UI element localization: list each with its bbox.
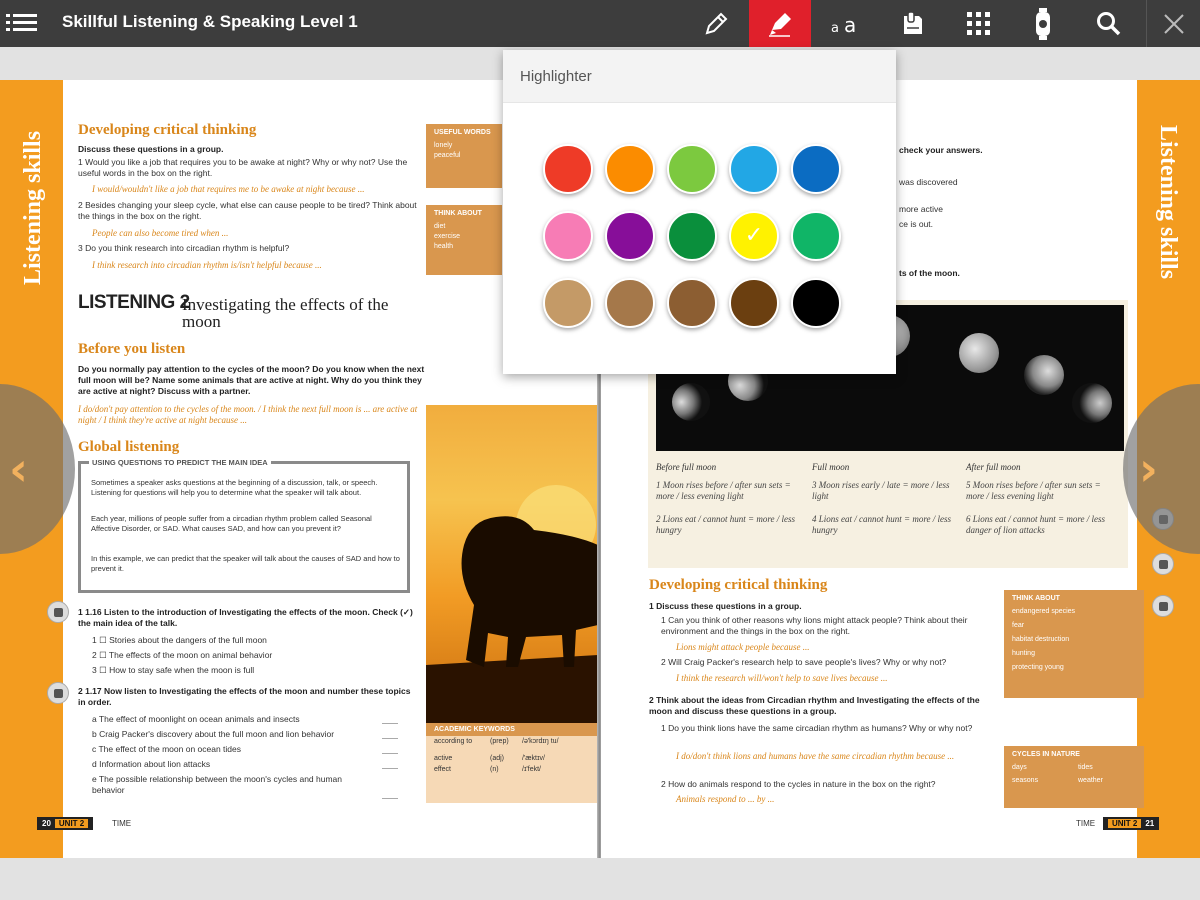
moon-phase (1024, 355, 1064, 395)
question-1: 1 Would you like a job that requires you to be awake at night? Why or why not? Use the useful words in the box on the right. (78, 157, 408, 178)
question-3: 3 Do you think research into circadian rhythm is helpful? (78, 243, 290, 253)
text-fragment: ce is out. (899, 219, 934, 229)
answer-blank (382, 753, 398, 754)
font-size-icon (829, 13, 863, 35)
useful-word: lonely (434, 142, 453, 149)
answer-1: I would/wouldn't like a job that requires me to be awake at night because ... (92, 184, 365, 194)
heading-critical-thinking: Developing critical thinking (78, 122, 257, 138)
keyword-row (426, 764, 598, 775)
cycle-item: tides (1078, 764, 1093, 771)
question-2: 2 Will Craig Packer's research help to save people's lives? Why or why not? (661, 657, 947, 667)
color-swatch[interactable] (791, 144, 841, 194)
answer-blank (382, 768, 398, 769)
color-swatch[interactable] (543, 278, 593, 328)
cycles-in-nature-box (1004, 746, 1144, 808)
cycles-row (1012, 763, 1136, 773)
cycles-title: CYCLES IN NATURE (1012, 751, 1080, 758)
tip-paragraph-1: Sometimes a speaker asks questions at the beginning of a discussion, talk, or speech. Listening for questions will help you to determine what the speaker will talk about. (91, 478, 378, 497)
color-swatch[interactable] (791, 278, 841, 328)
svg-text:a: a (844, 12, 857, 35)
color-swatch[interactable] (605, 144, 655, 194)
answer-blank (382, 798, 398, 799)
keywords-title: ACADEMIC KEYWORDS (426, 723, 598, 736)
keyword-pos: (prep) (490, 738, 509, 745)
grid-icon (966, 11, 992, 37)
section-label: Listening skills (1155, 125, 1181, 280)
notes-button[interactable] (882, 0, 944, 47)
pen-icon (703, 11, 729, 37)
keyword: effect (434, 766, 451, 773)
audio-play-button[interactable] (47, 682, 69, 704)
answer-blank (382, 723, 398, 724)
think-about-item: habitat destruction (1012, 636, 1070, 643)
color-swatch[interactable] (667, 278, 717, 328)
discussion-2-intro: 2 Think about the ideas from Circadian rhythm and Investigating the effects of the moon and discuss these questions in a group. (649, 695, 980, 716)
page-number: 21 (1145, 819, 1155, 828)
text-fragment: more active (899, 204, 943, 214)
color-swatch[interactable] (667, 144, 717, 194)
color-swatch[interactable] (543, 144, 593, 194)
exercise-2-title: 2 1.17 Now listen to Investigating the effects of the moon and number these topics in order. (78, 686, 411, 707)
useful-words-box (426, 124, 502, 188)
audio-play-button[interactable] (47, 601, 69, 623)
color-swatch[interactable] (729, 211, 779, 261)
before-full-moon-title: Before full moon (656, 462, 717, 472)
keyword: active (434, 755, 453, 762)
before-full-item: 2 Lions eat / cannot hunt = more / less hungry (656, 514, 795, 535)
highlighter-button[interactable] (749, 0, 811, 47)
tip-title: USING QUESTIONS TO PREDICT THE MAIN IDEA (89, 458, 271, 467)
listening-2-label: LISTENING 2 (78, 292, 190, 313)
moon-phase (1072, 383, 1112, 423)
cycle-item: days (1012, 764, 1027, 771)
full-moon-item: 4 Lions eat / cannot hunt = more / less hungry (812, 514, 951, 535)
question-3: 1 Do you think lions have the same circadian rhythm as humans? Why or why not? (661, 723, 973, 733)
exercise-2-item: c The effect of the moon on ocean tides (92, 744, 242, 754)
think-about-box (426, 205, 502, 275)
useful-word: peaceful (434, 152, 461, 159)
answer-blank (382, 738, 398, 739)
list-menu-icon (6, 13, 38, 33)
color-swatch[interactable] (667, 211, 717, 261)
question-4: 2 How do animals respond to the cycles in nature in the box on the right? (661, 779, 936, 789)
pen-button[interactable] (685, 0, 747, 47)
svg-text:a: a (831, 20, 839, 35)
heading-before-listen: Before you listen (78, 341, 186, 357)
academic-keywords-box (426, 723, 598, 803)
keyword-ipa: /ɪ'fekt/ (522, 766, 542, 773)
answer-3: I think research into circadian rhythm is/isn't helpful because ... (92, 260, 322, 270)
discuss-intro: 1 Discuss these questions in a group. (649, 601, 802, 611)
text-fragment: check your answers. (899, 145, 983, 155)
apps-grid-button[interactable] (948, 0, 1010, 47)
checkmark-icon: ✓ (744, 223, 764, 248)
discuss-intro: Discuss these questions in a group. (78, 144, 224, 154)
exercise-2-item: a The effect of moonlight on ocean animals and insects (92, 714, 300, 724)
cycles-row (1012, 776, 1136, 786)
full-moon-item: 3 Moon rises early / late = more / less light (812, 480, 950, 501)
font-size-button[interactable] (815, 0, 877, 47)
listening-2-title: Investigating the effects of the moon (182, 295, 389, 331)
skill-tip-box (78, 458, 410, 593)
question-2: 2 Besides changing your sleep cycle, what else can cause people to be tired? Think about the things in the box on the right. (78, 200, 417, 221)
section-label: Listening skills (20, 130, 46, 285)
audio-player-button[interactable] (1012, 0, 1074, 47)
tip-paragraph-3: In this example, we can predict that the speaker will talk about the causes of SAD and how to prevent it. (91, 554, 400, 573)
exercise-1-option: 2 ☐ The effects of the moon on animal behavior (92, 650, 273, 660)
answer-1: Lions might attack people because ... (676, 642, 810, 652)
after-full-moon-title: After full moon (966, 462, 1021, 472)
menu-button[interactable] (0, 0, 44, 47)
color-swatch[interactable] (605, 278, 655, 328)
exercise-1-title: 1 1.16 Listen to the introduction of Investigating the effects of the moon. Check (✓) the main idea of the talk. (78, 607, 413, 628)
think-about-item: fear (1012, 622, 1025, 629)
think-about-item: diet (434, 223, 446, 230)
chevron-right-icon: › (1139, 442, 1158, 496)
before-listen-answer: I do/don't pay attention to the cycles of the moon. / I think the next full moon is ... are active at night / I think they're active at night because ... (78, 404, 418, 425)
answer-2: I think the research will/won't help to save lives because ... (676, 673, 888, 683)
audio-play-button[interactable] (1152, 595, 1174, 617)
cycle-item: weather (1078, 777, 1103, 784)
before-full-item: 1 Moon rises before / after sun sets = more / less evening light (656, 480, 791, 501)
search-icon (1096, 11, 1122, 37)
tip-paragraph-2: Each year, millions of people suffer from a circadian rhythm problem called Seasonal Affective Disorder, or SAD. What causes SAD, and how can you prevent it? (91, 514, 372, 533)
keyword-pos: (adj) (490, 755, 505, 762)
full-moon-title: Full moon (812, 462, 850, 472)
close-icon (1163, 13, 1185, 35)
close-button[interactable] (1146, 0, 1200, 47)
audio-play-button[interactable] (1152, 553, 1174, 575)
unit-theme: TIME (112, 819, 132, 828)
color-swatch[interactable] (605, 211, 655, 261)
keyword-row (426, 753, 598, 764)
page-number-left (37, 817, 93, 830)
page-number-right (1103, 817, 1159, 830)
audio-device-icon (1033, 8, 1053, 40)
moon-phase (672, 383, 710, 421)
text-fragment: was discovered (899, 177, 958, 187)
think-about-title: THINK ABOUT (434, 210, 482, 217)
think-about-item: hunting (1012, 650, 1035, 657)
answer-4: Animals respond to ... by ... (676, 794, 775, 804)
before-listen-text: Do you normally pay attention to the cycles of the moon? Do you know when the next full moon will be? Name some animals that are active at night. Why do you think they are active at night? Discuss with a partner. (78, 364, 425, 396)
keyword-ipa: /ə'kɔrdɪŋ tu/ (522, 738, 559, 745)
question-1: 1 Can you think of other reasons why lions might attack people? Think about their environment and the things in the box on the right. (661, 615, 968, 636)
useful-words-title: USEFUL WORDS (434, 129, 491, 136)
book-title: Skillful Listening & Speaking Level 1 (62, 12, 358, 31)
page-number: 20 (42, 819, 51, 828)
keyword-ipa: /'æktɪv/ (522, 755, 545, 762)
answer-3: I do/don't think lions and humans have the same circadian rhythm because ... (676, 751, 955, 761)
unit-label: UNIT 2 (1108, 819, 1141, 828)
highlighter-icon (766, 10, 794, 38)
heading-critical-thinking-2: Developing critical thinking (649, 577, 828, 593)
top-toolbar (0, 0, 1200, 47)
after-full-item: 5 Moon rises before / after sun sets = more / less evening light (966, 480, 1101, 501)
exercise-2-item: e The possible relationship between the moon's cycles and human behavior (92, 774, 343, 795)
color-swatch[interactable] (729, 144, 779, 194)
keyword-row (426, 736, 598, 747)
keyword-pos: (n) (490, 766, 499, 773)
note-pin-icon (899, 10, 927, 38)
text-fragment: ts of the moon. (899, 268, 960, 278)
think-about-box (1004, 590, 1144, 698)
think-about-item: endangered species (1012, 608, 1076, 615)
search-button[interactable] (1078, 0, 1140, 47)
exercise-1-option: 1 ☐ Stories about the dangers of the full moon (92, 635, 267, 645)
color-swatch[interactable] (543, 211, 593, 261)
think-about-item: protecting young (1012, 664, 1064, 671)
think-about-item: exercise (434, 233, 461, 240)
unit-label: UNIT 2 (55, 819, 88, 828)
after-full-item: 6 Lions eat / cannot hunt = more / less danger of lion attacks (966, 514, 1105, 535)
moon-phase (959, 333, 999, 373)
lion-sunset-photo (426, 405, 598, 723)
cycle-item: seasons (1012, 777, 1039, 784)
exercise-2-item: b Craig Packer's discovery about the full moon and lion behavior (92, 729, 335, 739)
color-swatch[interactable] (791, 211, 841, 261)
answer-2: People can also become tired when ... (92, 228, 229, 238)
think-about-item: health (434, 243, 454, 250)
heading-global-listening: Global listening (78, 439, 180, 455)
highlighter-popup-title: Highlighter (503, 50, 896, 103)
keyword: according to (434, 738, 473, 745)
highlighter-popup (503, 50, 896, 374)
think-about-title: THINK ABOUT (1012, 595, 1060, 602)
unit-theme: TIME (1076, 819, 1096, 828)
color-swatch[interactable] (729, 278, 779, 328)
chevron-left-icon: ‹ (9, 442, 28, 496)
exercise-1-option: 3 ☐ How to stay safe when the moon is full (92, 665, 255, 675)
exercise-2-item: d Information about lion attacks (92, 759, 211, 769)
